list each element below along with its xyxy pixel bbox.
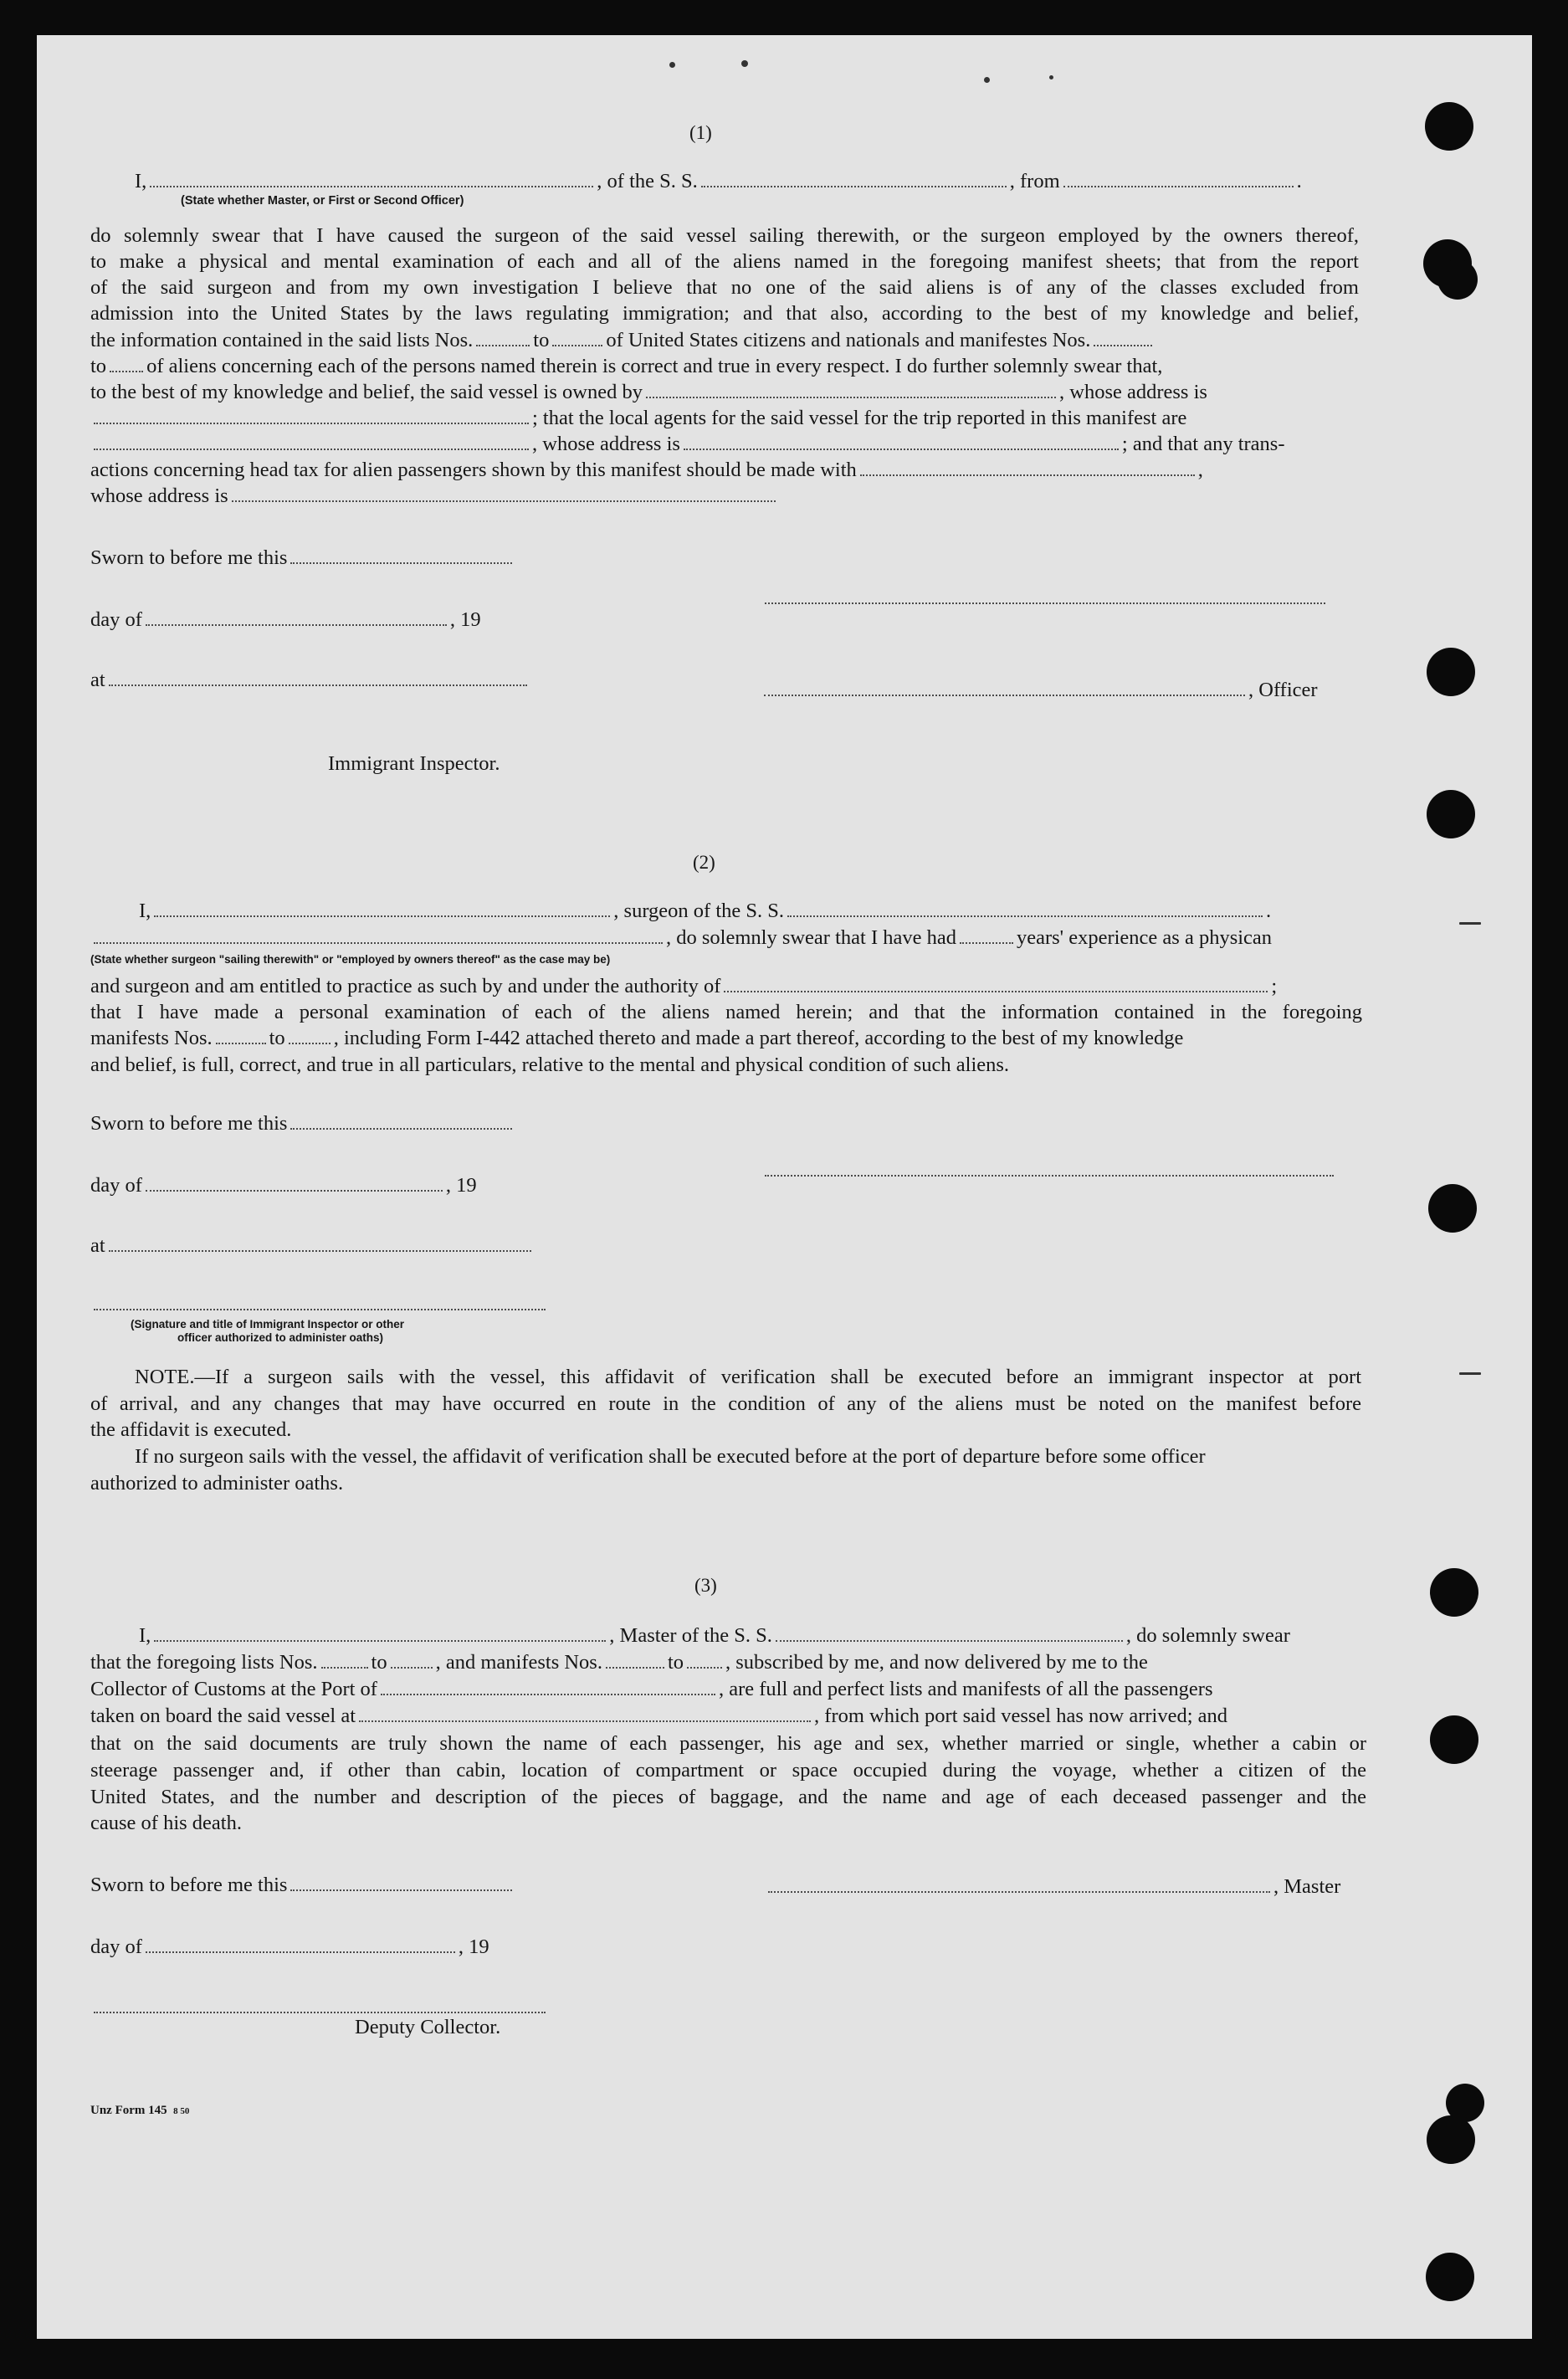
oath-line: and belief, is full, correct, and true in all particulars, relative to the mental and physical condition of such aliens. xyxy=(90,1054,1010,1076)
signature-line xyxy=(765,1175,1334,1177)
section-number: (3) xyxy=(694,1575,717,1596)
oath-line: to of aliens concerning each of the persons named therein is correct and true in every respect. I do further solemnly swear that, xyxy=(90,355,1163,377)
oath-line: that I have made a personal examination of each of the aliens named herein; and that the information contained in the foregoing xyxy=(90,1001,1362,1023)
punch-hole xyxy=(1428,1184,1477,1233)
oath-line: , do solemnly swear that I have had years' experience as a physican xyxy=(90,925,1272,951)
field-hint: (State whether surgeon "sailing therewith" or "employed by owners thereof" as the case may be) xyxy=(90,953,611,966)
speck xyxy=(1049,75,1053,79)
sworn-label: Sworn to before me this xyxy=(90,546,515,571)
note-text: the affidavit is executed. xyxy=(90,1418,292,1441)
oath-line: that on the said documents are truly shown the name of each passenger, his age and sex, whether married or single, whether a cabin or xyxy=(90,1732,1366,1755)
note-text: authorized to administer oaths. xyxy=(90,1472,344,1495)
oath-line: admission into the United States by the laws regulating immigration; and that also, according to the best of my knowledge and belief, xyxy=(90,302,1359,325)
signature-line xyxy=(94,2012,546,2013)
speck xyxy=(984,77,990,83)
oath-line: ; that the local agents for the said vessel for the trip reported in this manifest are xyxy=(90,406,1186,431)
punch-hole xyxy=(1430,1568,1478,1617)
officer-label: , Officer xyxy=(761,678,1318,703)
punch-hole xyxy=(1427,790,1475,838)
signature-line xyxy=(765,602,1325,604)
oath-line: United States, and the number and description of the pieces of baggage, and the name and age of each deceased passenger and the xyxy=(90,1786,1366,1808)
oath-line: steerage passenger and, if other than cabin, location of compartment or space occupied during the voyage, whether a citizen of the xyxy=(90,1759,1366,1782)
oath-line: , whose address is ; and that any trans- xyxy=(90,432,1285,457)
date-label: day of , 19 xyxy=(90,1936,489,1958)
place-label: at xyxy=(90,668,530,693)
oath-line: cause of his death. xyxy=(90,1812,242,1834)
punch-hole xyxy=(1427,2115,1475,2164)
oath-line: and surgeon and am entitled to practice as such by and under the authority of ; xyxy=(90,975,1278,997)
note-text: of arrival, and any changes that may have occurred en route in the condition of any of the aliens must be noted on the manifest before xyxy=(90,1392,1361,1415)
oath-line: taken on board the said vessel at , from which port said vessel has now arrived; and xyxy=(90,1705,1228,1727)
inspector-label: Immigrant Inspector. xyxy=(328,752,500,775)
note-text: If no surgeon sails with the vessel, the affidavit of verification shall be executed before at the port of departure before some officer xyxy=(135,1445,1206,1468)
date-label: day of , 19 xyxy=(90,608,481,631)
oath-line: I, , surgeon of the S. S. . xyxy=(139,900,1272,922)
place-label: at xyxy=(90,1233,535,1259)
oath-line: do solemnly swear that I have caused the surgeon of the said vessel sailing therewith, or the surgeon employed by the owners thereof, xyxy=(90,224,1359,247)
punch-hole xyxy=(1425,102,1473,151)
sworn-label: Sworn to before me this xyxy=(90,1111,515,1136)
oath-line: to make a physical and mental examination of each and all of the aliens named in the foregoing manifest sheets; that from the report xyxy=(90,250,1359,273)
signature-hint: officer authorized to administer oaths) xyxy=(177,1331,384,1344)
oath-line: whose address is xyxy=(90,484,779,509)
punch-hole xyxy=(1426,2253,1474,2301)
oath-line: I, , Master of the S. S. , do solemnly swear xyxy=(139,1624,1290,1647)
oath-line: that the foregoing lists Nos. to , and manifests Nos. to , subscribed by me, and now delivered by me to the xyxy=(90,1651,1148,1674)
speck xyxy=(741,60,748,67)
deputy-label: Deputy Collector. xyxy=(355,2016,501,2038)
form-number: Unz Form 145 8 50 xyxy=(90,2104,190,2117)
date-label: day of , 19 xyxy=(90,1174,477,1197)
oath-line: actions concerning head tax for alien passengers shown by this manifest should be made with , xyxy=(90,459,1203,481)
speck xyxy=(669,62,675,68)
oath-line: the information contained in the said lists Nos. to of United States citizens and nationals and manifestes Nos. xyxy=(90,328,1156,353)
sworn-label: Sworn to before me this xyxy=(90,1873,515,1898)
punch-hole xyxy=(1446,2084,1484,2122)
punch-hole xyxy=(1430,1715,1478,1764)
oath-line: to the best of my knowledge and belief, the said vessel is owned by , whose address is xyxy=(90,381,1207,403)
oath-line: manifests Nos. to , including Form I-442 attached thereto and made a part thereof, according to the best of my knowledge xyxy=(90,1027,1184,1049)
field-hint: (State whether Master, or First or Second Officer) xyxy=(181,194,464,208)
oath-line: of the said surgeon and from my own investigation I believe that no one of the said aliens is of any of the classes excluded from xyxy=(90,276,1359,299)
oath-line: I, , of the S. S. , from . xyxy=(135,170,1302,192)
speck xyxy=(1459,1372,1481,1375)
section-number: (1) xyxy=(689,122,712,143)
signature-hint: (Signature and title of Immigrant Inspector or other xyxy=(131,1318,405,1330)
speck xyxy=(1459,922,1481,925)
oath-line: Collector of Customs at the Port of , are full and perfect lists and manifests of all the passengers xyxy=(90,1678,1213,1700)
form-sheet xyxy=(37,35,1532,2339)
punch-hole xyxy=(1437,259,1478,300)
note-text: NOTE.—If a surgeon sails with the vessel, this affidavit of verification shall be executed before an immigrant inspector at port xyxy=(135,1366,1361,1388)
section-number: (2) xyxy=(693,852,715,873)
master-label: , Master xyxy=(765,1874,1340,1900)
signature-line xyxy=(94,1309,546,1310)
punch-hole xyxy=(1427,648,1475,696)
